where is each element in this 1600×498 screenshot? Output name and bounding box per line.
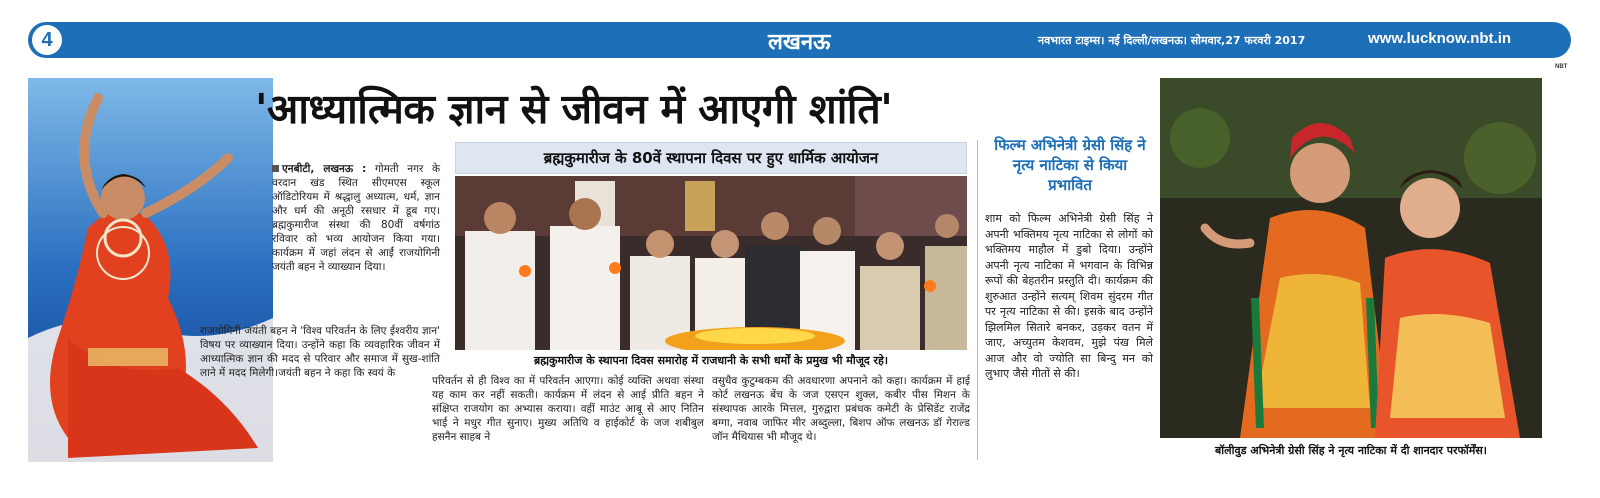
ceremony-photo-caption: ब्रह्मकुमारीज के स्थापना दिवस समारोह में राजधानी के सभी धर्मों के प्रमुख भी मौजूद रहे। [533,354,889,367]
article-headline: 'आध्यात्मिक ज्ञान से जीवन में आएगी शांति' [255,85,893,133]
dancer-photo [28,78,273,462]
website-link[interactable]: www.lucknow.nbt.in [1368,30,1512,47]
article-intro [272,162,440,274]
column-divider [977,140,978,460]
article-column-2: परिवर्तन से ही विश्व का में परिवर्तन आएगा। कोई व्यक्ति अथवा संस्था यह काम कर नहीं सकती। कार्यक्रम में लंदन से आई प्रीति बहन ने संक्षिप्त राजयोग का अभ्यास कराया। वहीं माउंट आबू से आए नितिन भाई ने मधुर गीत सुनाए। मुख्य अतिथि व हाईकोर्ट के जज शबीबुल हसनैन साहब ने [432,375,704,443]
article-subheadline: ब्रह्मकुमारीज के 80वें स्थापना दिवस पर हुए धार्मिक आयोजन [455,142,967,174]
article-para-2: राजयोगिनी जयंती बहन ने 'विश्व परिवर्तन के लिए ईश्वरीय ज्ञान' विषय पर व्याख्यान दिया। उन्होंने कहा कि व्यवहारिक जीवन में आध्यात्मिक ज्ञान की मदद से परिवार और समाज में सुख-शांति लाने में मदद मिलेगी।जयंती बहन ने कहा कि स्वयं के [200,325,440,379]
photo-credit: NBT [1555,64,1568,70]
page-number: 4 [32,25,62,55]
dance-drama-photo [1160,78,1542,438]
dateline: एनबीटी, लखनऊ : [282,163,367,175]
dance-drama-photo-caption: बॉलीवुड अभिनेत्री ग्रेसी सिंह ने नृत्य नाटिका में दी शानदार परफॉर्मेंस। [1215,444,1487,457]
bullet-square-icon [272,165,279,172]
article-column-3: वसुधैव कुटुम्बकम की अवधारणा अपनाने को कहा। कार्यक्रम में हाई कोर्ट लखनऊ बेंच के जज एसएन शुक्ल, कबीर पीस मिशन के संस्थापक आरके मित्तल, गुरुद्वारा प्रबंधक कमेटी के प्रेसिडेंट राजेंद्र बग्गा, नवाब जाफिर मीर अब्दुल्ला, बिशप ऑफ लखनऊ डॉ गेराल्ड जॉन मैथियास भी मौजूद थे। [712,375,970,443]
city-section-title: लखनऊ [768,30,831,55]
page-header-bar [28,22,1571,58]
side-story-body: शाम को फिल्म अभिनेत्री ग्रेसी सिंह ने अपनी भक्तिमय नृत्य नाटिका से लोगों को भक्तिमय माहौल में डुबो दिया। उन्होंने अपनी नृत्य नाटिका में भगवान के विभिन्न रूपों की बेहतरीन प्रस्तुति दी। कार्यक्रम की शुरुआत उन्होंने सत्यम् शिवम सुंदरम गीत पर नृत्य नाटिका से की। इसके बाद उन्होंने झिलमिल सितारे बनकर, उड़कर वतन में जाए, अच्युतम केशवम, मुझे पंख मिले आज और वो ज्योति सा बिन्दु मन को लुभाए जैसे गीतों से की। [985,212,1153,380]
masthead-dateline: नवभारत टाइम्स। नई दिल्ली/लखनऊ। सोमवार,27 फरवरी 2017 [1038,34,1306,47]
ceremony-photo [455,176,967,350]
article-para-1: गोमती नगर के वरदान खंड स्थित सीएमएस स्कूल ऑडिटोरियम में श्रद्धालु अध्यात्म, धर्म, ज्ञान और धर्म की अनूठी रसधार में डूब गए। ब्रह्मकुमारीज संस्था की 80वीं वर्षगांठ रविवार को भव्य आयोजन किया गया। कार्यक्रम में जहां लंदन से आईं राजयोगिनी जयंती बहन ने व्याख्यान दिया। [272,163,441,273]
side-story-headline: फिल्म अभिनेत्री ग्रेसी सिंह ने नृत्य नाटिका से किया प्रभावित [994,136,1146,194]
